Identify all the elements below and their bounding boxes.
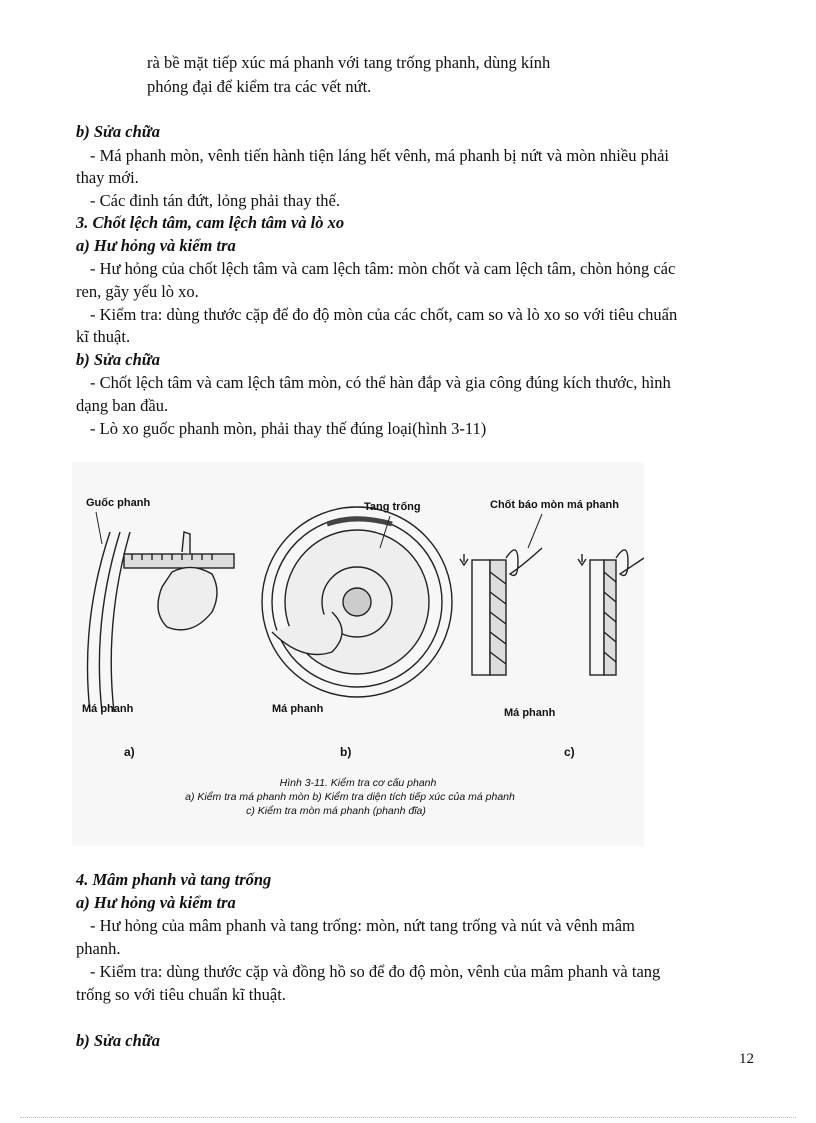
panel-c-drawing <box>460 548 644 675</box>
figure-caption-line: a) Kiểm tra má phanh mòn b) Kiểm tra diện tích tiếp xúc của má phanh <box>185 791 515 803</box>
paragraph-line: thay mới. <box>76 168 139 187</box>
paragraph-line: - Má phanh mòn, vênh tiến hành tiện láng hết vênh, má phanh bị nứt và mòn nhiều phải <box>90 146 669 165</box>
section-heading: a) Hư hỏng và kiểm tra <box>76 236 236 255</box>
label-panel-a: a) <box>124 745 135 759</box>
paragraph-line: dạng ban đầu. <box>76 396 169 415</box>
paragraph-line: - Kiểm tra: dùng thước cặp và đồng hồ so để đo độ mòn, vênh của mâm phanh và tang <box>90 962 661 981</box>
paragraph-line: phóng đại để kiểm tra các vết nứt. <box>147 77 372 96</box>
paragraph-line: - Chốt lệch tâm và cam lệch tâm mòn, có thể hàn đắp và gia công đúng kích thước, hình <box>90 373 671 392</box>
page-number: 12 <box>739 1051 754 1067</box>
label-panel-c: c) <box>564 745 575 759</box>
paragraph-line: kĩ thuật. <box>76 327 131 346</box>
paragraph-line: trống so với tiêu chuẩn kĩ thuật. <box>76 985 286 1004</box>
section-heading: 3. Chốt lệch tâm, cam lệch tâm và lò xo <box>76 213 345 232</box>
figure-caption-line: c) Kiểm tra mòn má phanh (phanh đĩa) <box>246 805 426 817</box>
section-heading: a) Hư hỏng và kiểm tra <box>76 893 236 912</box>
paragraph-line: phanh. <box>76 939 121 958</box>
label-ma-phanh-a: Má phanh <box>82 703 134 715</box>
panel-a-drawing <box>88 532 235 712</box>
section-heading: 4. Mâm phanh và tang trống <box>76 870 272 889</box>
section-heading: b) Sửa chữa <box>76 122 160 141</box>
label-ma-phanh-c: Má phanh <box>504 707 556 719</box>
label-tang-trong: Tang trống <box>364 501 421 513</box>
paragraph-line: ren, gãy yếu lò xo. <box>76 282 199 301</box>
label-panel-b: b) <box>340 745 352 759</box>
paragraph-line: - Lò xo guốc phanh mòn, phải thay thế đúng loại(hình 3-11) <box>90 419 487 438</box>
paragraph-line: rà bề mặt tiếp xúc má phanh với tang trống phanh, dùng kính <box>147 53 551 72</box>
paragraph-line: - Hư hỏng của mâm phanh và tang trống: mòn, nứt tang trống và nút và vênh mâm <box>90 916 635 935</box>
footer-divider <box>20 1117 796 1118</box>
figure-caption-title: Hình 3-11. Kiểm tra cơ cấu phanh <box>279 777 437 789</box>
paragraph-line: - Các đinh tán đứt, lỏng phải thay thế. <box>90 191 340 210</box>
label-guoc-phanh: Guốc phanh <box>86 497 151 509</box>
paragraph-line: - Kiểm tra: dùng thước cặp để đo độ mòn của các chốt, cam so và lò xo so với tiêu chuẩn <box>90 305 678 324</box>
paragraph-line: - Hư hỏng của chốt lệch tâm và cam lệch tâm: mòn chốt và cam lệch tâm, chòn hỏng các <box>90 259 676 278</box>
section-heading: b) Sửa chữa <box>76 1031 160 1050</box>
panel-b-drawing <box>262 507 452 697</box>
label-ma-phanh-b: Má phanh <box>272 703 324 715</box>
figure-brake-inspection <box>72 462 644 846</box>
figure-drawing <box>72 462 644 846</box>
label-chot-bao-mon: Chốt báo mòn má phanh <box>490 499 619 511</box>
section-heading: b) Sửa chữa <box>76 350 160 369</box>
